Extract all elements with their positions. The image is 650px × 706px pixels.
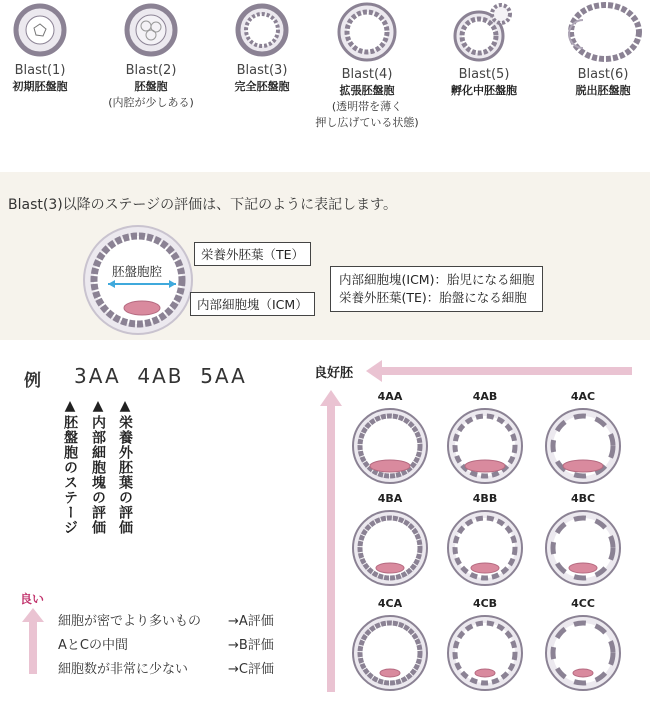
stage-4 (313, 0, 421, 131)
stage-4-label: 拡張胚盤胞 (339, 84, 395, 97)
stage-6 (549, 0, 650, 99)
grid-cell-label: 4BA (377, 492, 403, 505)
stage-1-name: Blast(1) (14, 63, 66, 78)
embryo-4ab-image (445, 406, 525, 486)
legend-icm: 内部細胞塊(ICM)：胎児になる細胞 (339, 272, 535, 287)
stage-3 (208, 0, 316, 95)
embryo-4ca-image (350, 613, 430, 693)
grid-cell-label: 4BB (472, 492, 498, 505)
grid-horizontal-arrow (366, 360, 632, 382)
stage-2 (97, 0, 205, 111)
grid-cell-4cc (538, 597, 628, 693)
column-te: ▲栄養外胚葉の評価 (117, 398, 133, 535)
grade-b-value: →B評価 (228, 638, 274, 653)
grid-cell-4ba (345, 492, 435, 588)
grade-a-value: →A評価 (228, 614, 274, 629)
grid-cell-label: 4AB (472, 390, 498, 403)
stage-6-name: Blast(6) (577, 67, 629, 82)
stage-2-label: 胚盤胞 (134, 80, 168, 93)
example-codes: 3AA 4AB 5AA (74, 364, 247, 388)
grid-cell-label: 4AA (377, 390, 403, 403)
stage-6-label: 脱出胚盤胞 (575, 84, 631, 97)
grade-a-desc: 細胞が密でより多いもの (58, 614, 202, 629)
grade-c-desc: 細胞数が非常に少ない (58, 662, 189, 677)
embryo-4aa-image (350, 406, 430, 486)
grading-arrow (22, 608, 44, 674)
stage-3-name: Blast(3) (236, 63, 288, 78)
stage-2-note: (内腔が少しある) (108, 96, 194, 109)
embryo-4ba-image (350, 508, 430, 588)
stage-1 (0, 0, 94, 95)
grid-cell-label: 4CB (472, 597, 498, 610)
stage-2-name: Blast(2) (125, 63, 177, 78)
column-icm: ▲内部細胞塊の評価 (90, 398, 106, 535)
stage-6-embryo-image (563, 0, 643, 64)
embryo-4bb-image (445, 508, 525, 588)
grade-b-desc: AとCの中間 (58, 638, 128, 653)
grid-cell-4cb (440, 597, 530, 693)
grade-c-value: →C評価 (228, 662, 274, 677)
embryo-4ac-image (543, 406, 623, 486)
grid-cell-label: 4CA (377, 597, 403, 610)
embryo-4cb-image (445, 613, 525, 693)
stage-1-embryo-image (10, 0, 70, 60)
grid-cell-label: 4CC (571, 597, 595, 610)
grid-vertical-arrow (320, 390, 342, 692)
grading-good-label: 良い (20, 592, 45, 606)
cell-legend (330, 266, 543, 312)
stage-1-label: 初期胚盤胞 (12, 80, 68, 93)
grid-cell-4ca (345, 597, 435, 693)
stage-5-label: 孵化中胚盤胞 (451, 84, 517, 97)
grid-cell-4ab (440, 390, 530, 486)
stage-4-name: Blast(4) (341, 67, 393, 82)
cavity-label: 胚盤胞腔 (112, 264, 163, 279)
stage-5-name: Blast(5) (458, 67, 510, 82)
grid-good-label: 良好胚 (314, 366, 354, 381)
embryo-4bc-image (543, 508, 623, 588)
stage-5 (430, 0, 538, 99)
stage-4-note: (透明帯を薄く 押し広げている状態) (315, 100, 419, 129)
grid-cell-label: 4BC (570, 492, 596, 505)
example-label: 例 (24, 371, 41, 391)
stage-4-embryo-image (335, 0, 399, 64)
grid-cell-4bb (440, 492, 530, 588)
icm-callout: 内部細胞塊（ICM） (190, 292, 315, 316)
notation-title: Blast(3)以降のステージの評価は、下記のように表記します。 (8, 197, 398, 213)
legend-te: 栄養外胚葉(TE)：胎盤になる細胞 (339, 290, 527, 305)
grid-cell-4bc (538, 492, 628, 588)
grid-cell-4aa (345, 390, 435, 486)
stage-3-embryo-image (232, 0, 292, 60)
stage-3-label: 完全胚盤胞 (234, 80, 290, 93)
stage-2-embryo-image (121, 0, 181, 60)
blastocyst-diagram (80, 222, 196, 338)
column-stage: ▲胚盤胞のステージ (62, 398, 78, 535)
te-callout: 栄養外胚葉（TE） (194, 242, 311, 266)
grid-cell-label: 4AC (570, 390, 596, 403)
embryo-4cc-image (543, 613, 623, 693)
grid-cell-4ac (538, 390, 628, 486)
stage-5-embryo-image (449, 0, 519, 64)
